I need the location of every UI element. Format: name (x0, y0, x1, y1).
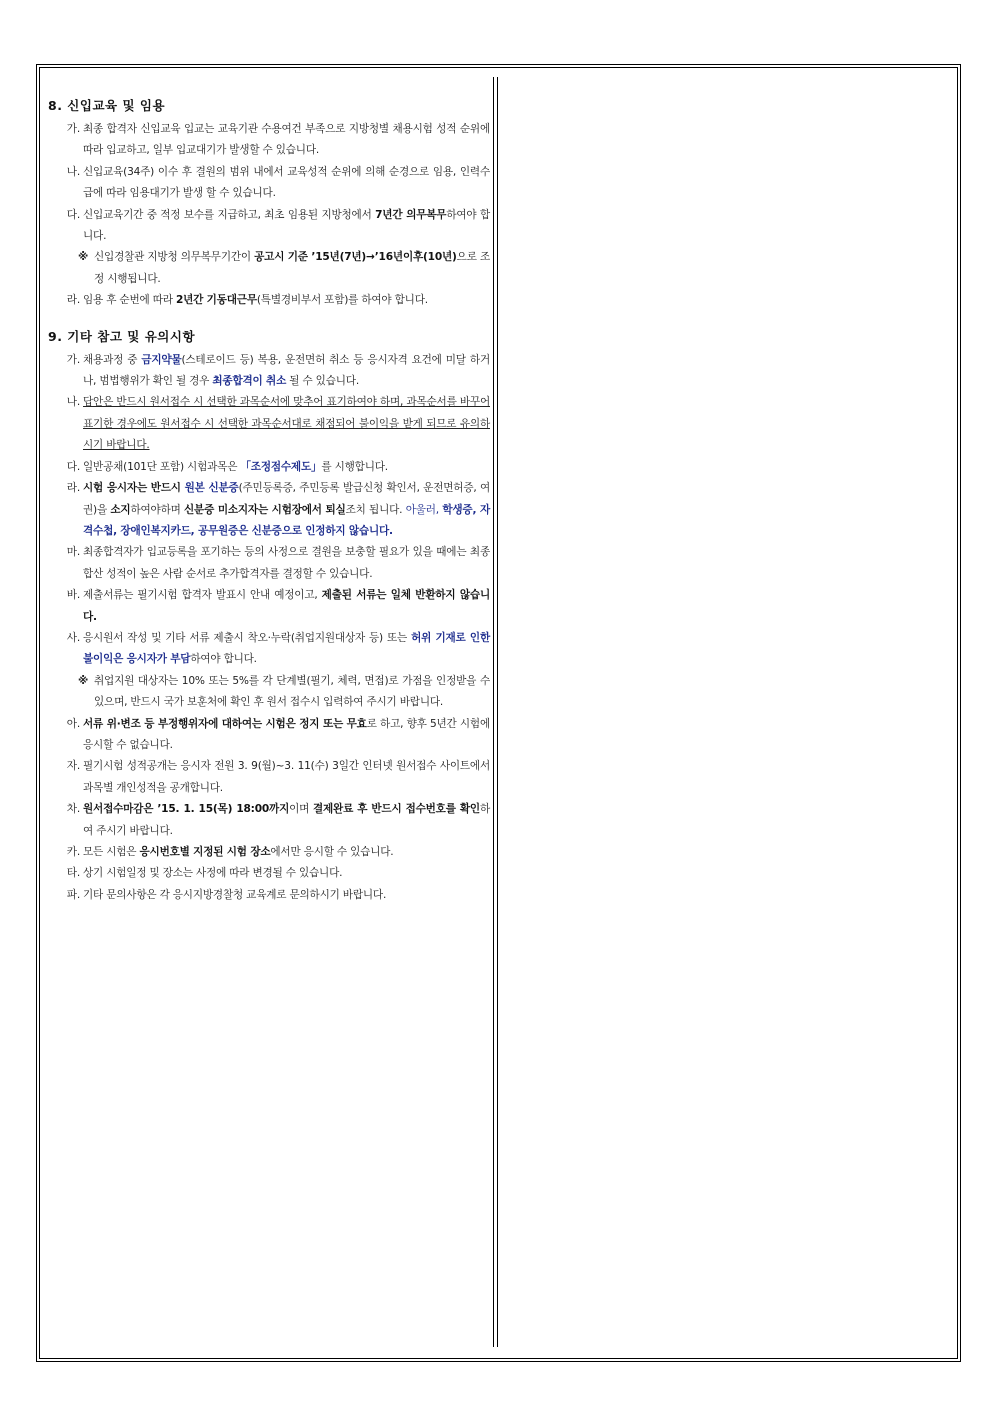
item-label: 자. (66, 760, 80, 773)
bold-text: 서류 위·변조 등 부정행위자에 대하여는 시험은 정지 또는 무효 (83, 717, 367, 730)
section-8-item-da (48, 205, 490, 248)
bold-text: 소지 (110, 503, 131, 516)
section-9-item-pa (48, 885, 490, 906)
item-label: 아. (66, 717, 80, 730)
section-9-item-ta (48, 863, 490, 884)
left-column (48, 97, 490, 906)
text-run: 조치 됩니다. (345, 503, 406, 516)
item-text (83, 350, 490, 393)
section-8-note (48, 247, 490, 290)
text-run: 로 하고, 향후 5년간 시험에 응시할 수 없습니다. (83, 717, 490, 751)
item-label: 바. (66, 589, 80, 602)
highlight-text: 원본 신분증 (184, 482, 239, 495)
item-text (83, 628, 490, 671)
item-text: 신입교육(34주) 이수 후 결원의 범위 내에서 교육성적 순위에 의해 순경으로 임용, 인력수급에 따라 임용대기가 발생 할 수 있습니다. (83, 165, 490, 200)
text-run: 응시원서 작성 및 기타 서류 제출시 착오·누락(취업지원대상자 등) 또는 (83, 631, 412, 644)
highlight-text: 아울러, (405, 503, 443, 516)
item-label: 차. (66, 803, 80, 816)
text-run: (스테로이드 등) 복용, 운전면허 취소 등 응시자격 요건에 미달 하거나, 범법행위가 확인 될 경우 (83, 353, 490, 388)
section-9-item-ka (48, 842, 490, 863)
highlight-text: 「조정점수제도」 (240, 460, 322, 473)
note-text: 취업지원 대상자는 10% 또는 5%를 각 단계별(필기, 체력, 면접)로 가점을 인정받을 수 있으며, 반드시 국가 보훈처에 확인 후 원서 접수시 입력하여 주시기 바랍니다. (94, 674, 490, 709)
item-text (83, 799, 490, 842)
item-label: 다. (66, 460, 80, 473)
bold-text: 2년간 기동대근무 (175, 294, 257, 307)
item-label: 타. (66, 867, 80, 880)
text-run: 제출서류는 필기시험 합격자 발표시 안내 예정이고, (83, 589, 322, 602)
section-9-item-da (48, 457, 490, 478)
item-text (83, 585, 490, 628)
item-text: 최종합격자가 입교등록을 포기하는 등의 사정으로 결원을 보충할 필요가 있을 때에는 최종합산 성적이 높은 사람 순서로 추가합격자를 결정할 수 있습니다. (83, 546, 490, 580)
item-label: 나. (66, 165, 80, 178)
highlight-text: 허위 기재로 인한 불이익은 응시자가 부담 (83, 631, 490, 666)
section-8-item-na (48, 162, 490, 205)
item-text: 최종 합격자 신입교육 입교는 교육기관 수용여건 부족으로 지방청별 채용시험 성적 순위에 따라 입교하고, 일부 입교대기가 발생할 수 있습니다. (83, 123, 490, 157)
text-run: 모든 시험은 (83, 846, 140, 858)
text-run: 일반공채(101단 포함) 시험과목은 (83, 460, 241, 473)
note-mark: ※ (78, 674, 89, 687)
text-run: (특별경비부서 포함)를 하여야 합니다. (256, 294, 428, 307)
column-divider (493, 77, 498, 1347)
item-label: 가. (66, 123, 80, 135)
item-label: 카. (66, 846, 80, 858)
bold-text: 결제완료 후 반드시 접수번호를 확인 (312, 803, 480, 816)
highlight-text: 최종합격이 취소 (212, 375, 287, 388)
section-9-title: 9. 기타 참고 및 유의시항 (48, 328, 196, 344)
bold-text: 시험 응시자는 반드시 (83, 482, 185, 495)
section-8-item-ra (48, 290, 490, 311)
item-text (83, 842, 490, 863)
note-mark: ※ (78, 251, 89, 264)
section-9-note (48, 671, 490, 714)
section-9-item-ba (48, 585, 490, 628)
underlined-text: 답안은 반드시 원서접수 시 선택한 과목순서에 맞추어 표기하여야 하며, 과목순서를 바꾸어 표기한 경우에도 원서접수 시 선택한 과목순서대로 채점되어 불이익을 받게 되므로 유의하시기 바랍니다. (83, 396, 490, 452)
bold-text: 신분증 미소지자는 시험장에서 퇴실 (184, 503, 346, 516)
text-run: 신입교육기간 중 적정 보수를 지급하고, 최초 임용된 지방청에서 (83, 208, 376, 221)
note-text (94, 247, 490, 290)
bold-text: 제출된 서류는 일체 반환하지 않습니다. (83, 589, 490, 623)
item-label: 가. (66, 353, 80, 366)
item-label: 마. (66, 546, 80, 559)
text-run: 에서만 응시할 수 있습니다. (270, 846, 394, 858)
text-run: 채용과정 중 (83, 353, 142, 366)
item-text: 상기 시험일정 및 장소는 사정에 따라 변경될 수 있습니다. (83, 867, 343, 880)
text-run: 이며 (289, 803, 313, 816)
bold-text: 응시번호별 지정된 시험 장소 (139, 846, 271, 858)
highlight-text: 학생증, 자격수첩, 장애인복지카드, 공무원증은 신분증으로 인정하지 않습니다. (83, 503, 491, 537)
item-text: 기타 문의사항은 각 응시지방경찰청 교육계로 문의하시기 바랍니다. (83, 888, 387, 901)
section-9-item-a (48, 714, 490, 757)
section-9-item-sa (48, 628, 490, 671)
text-run: 하여야 합니다. (83, 208, 490, 243)
section-9-item-ga (48, 350, 490, 393)
text-run: 될 수 있습니다. (286, 375, 359, 388)
bold-text: 7년간 의무복무 (375, 208, 447, 221)
section-9-item-cha (48, 799, 490, 842)
section-8-title: 8. 신입교육 및 임용 (48, 98, 166, 113)
text-run: 신입경찰관 지방청 의무복무기간이 (94, 251, 255, 264)
item-text (83, 290, 490, 311)
highlight-text: 금지약물 (141, 353, 182, 366)
item-label: 다. (66, 208, 80, 221)
item-text (83, 478, 490, 542)
text-run: (주민등록증, 주민등록 발급신청 확인서, 운전면허증, 여권)을 (83, 482, 491, 516)
bold-text: 공고시 기준 ’15년(7년)→’16년이후(10년) (254, 251, 457, 264)
text-run: 하여야 합니다. (190, 653, 257, 666)
item-label: 나. (66, 396, 80, 409)
text-run: 임용 후 순번에 따라 (83, 294, 176, 307)
section-9-item-ma (48, 542, 490, 585)
item-text (83, 205, 490, 248)
section-9-item-ja (48, 756, 490, 799)
section-9-item-na (48, 392, 490, 456)
item-label: 라. (66, 294, 80, 307)
item-label: 라. (66, 482, 80, 495)
text-run: 하여야하며 (130, 503, 185, 516)
item-text (83, 457, 490, 478)
text-run: 으로 조정 시행됩니다. (94, 251, 490, 285)
section-8-item-ga (48, 119, 490, 162)
item-text (83, 714, 490, 757)
text-run: 를 시행합니다. (321, 460, 388, 473)
item-label: 파. (66, 888, 80, 901)
item-label: 사. (66, 631, 80, 644)
item-text: 필기시험 성적공개는 응시자 전원 3. 9(월)~3. 11(수) 3일간 인터넷 원서접수 사이트에서 과목별 개인성적을 공개합니다. (83, 760, 490, 794)
bold-text: 원서접수마감은 ’15. 1. 15(목) 18:00까지 (83, 803, 290, 816)
text-run: 하여 주시기 바랍니다. (83, 803, 490, 837)
section-9-item-ra (48, 478, 490, 542)
